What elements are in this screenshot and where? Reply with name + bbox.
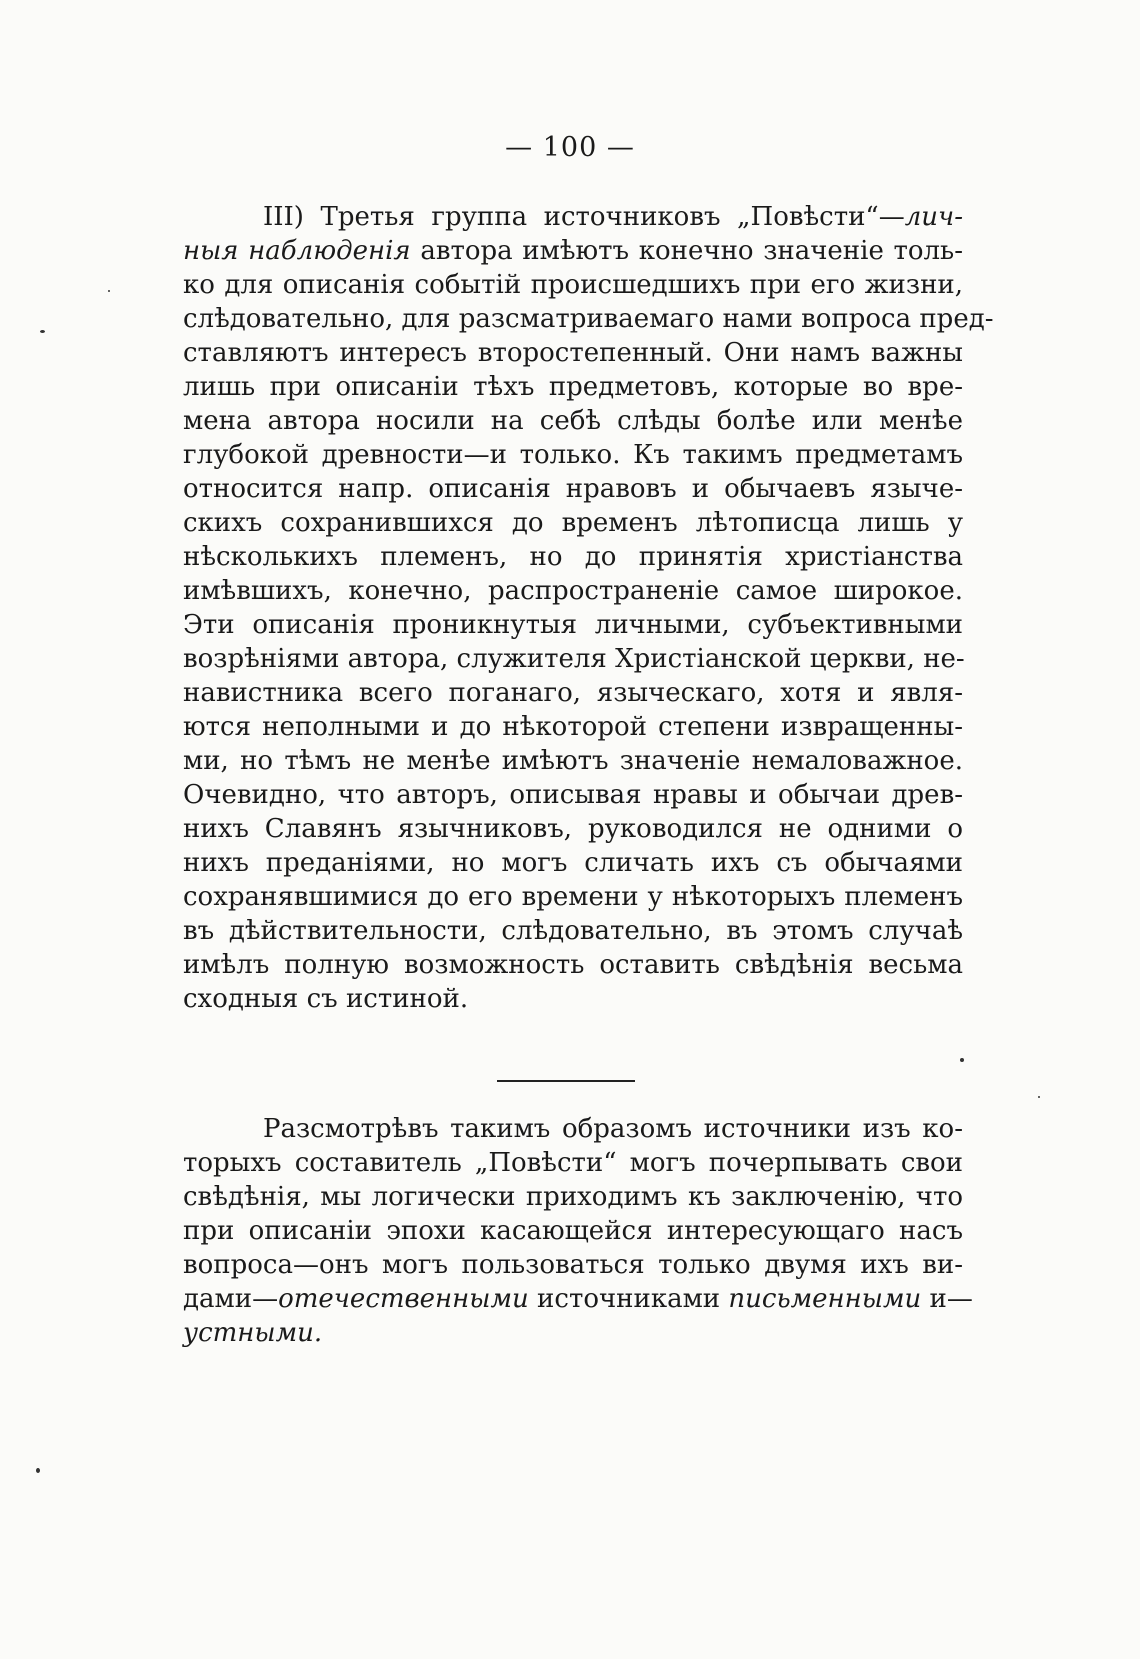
italic-text: ныя наблюденія: [183, 236, 411, 266]
page-number: — 100 —: [505, 132, 635, 163]
text-run: слѣдовательно, для разсматриваемаго нами вопроса пред-: [183, 304, 994, 334]
scan-speck: [108, 290, 110, 292]
text-run: торыхъ составитель „Повѣсти“ могъ почерпывать свои: [183, 1148, 963, 1178]
text-run: лишь при описаніи тѣхъ предметовъ, которые во вре-: [183, 372, 963, 402]
italic-text: письменными: [728, 1284, 922, 1314]
text-line: [183, 540, 963, 574]
text-line: [183, 506, 963, 540]
text-run: сохранявшимися до его времени у нѣкоторыхъ племенъ: [183, 882, 963, 912]
text-line: [183, 846, 963, 880]
text-line: [183, 676, 963, 710]
italic-text: отечественными: [278, 1284, 529, 1314]
text-run: III) Третья группа источниковъ „Повѣсти“—: [263, 202, 905, 232]
text-run: нихъ Славянъ язычниковъ, руководился не одними о: [183, 814, 963, 844]
text-line: [183, 1180, 963, 1214]
text-line: [183, 642, 963, 676]
text-line: [183, 1112, 963, 1146]
text-line: [183, 268, 963, 302]
text-line: [183, 948, 963, 982]
text-line: [183, 982, 963, 1016]
text-run: скихъ сохранившихся до временъ лѣтописца лишь у: [183, 508, 963, 538]
scan-speck: [40, 330, 45, 333]
italic-text: лич-: [904, 202, 963, 232]
text-run: относится напр. описанія нравовъ и обычаевъ языче-: [183, 474, 963, 504]
paragraph-sources-third-group: [183, 200, 994, 1016]
text-run: ко для описанія событій происшедшихъ при его жизни,: [183, 270, 963, 300]
text-line: [183, 370, 963, 404]
text-line: [183, 608, 963, 642]
text-line: [183, 336, 963, 370]
text-run: дами—: [183, 1284, 279, 1314]
text-line: [183, 472, 963, 506]
text-line: [183, 914, 963, 948]
text-run: возрѣніями автора, служителя Христіанской церкви, не-: [183, 644, 965, 674]
text-run: вопроса—онъ могъ пользоваться только двумя ихъ ви-: [183, 1250, 963, 1280]
text-line: [183, 302, 994, 336]
text-line: [183, 812, 963, 846]
text-line: [183, 574, 963, 608]
text-line: [183, 234, 963, 268]
text-run: мена автора носили на себѣ слѣды болѣе или менѣе: [183, 406, 963, 436]
text-run: Очевидно, что авторъ, описывая нравы и обычаи древ-: [183, 780, 963, 810]
text-line: [183, 200, 963, 234]
text-run: ми, но тѣмъ не менѣе имѣютъ значеніе немаловажное.: [183, 746, 963, 776]
text-run: нихъ преданіями, но могъ сличать ихъ съ обычаями: [183, 848, 963, 878]
text-run: въ дѣйствительности, слѣдовательно, въ этомъ случаѣ: [183, 916, 963, 946]
text-line: [183, 710, 963, 744]
text-line: [183, 438, 963, 472]
text-run: Разсмотрѣвъ такимъ образомъ источники изъ ко-: [263, 1114, 963, 1144]
text-run: навистника всего поганаго, языческаго, хотя и явля-: [183, 678, 963, 708]
text-run: имѣлъ полную возможность оставить свѣдѣнія весьма: [183, 950, 963, 980]
text-line: [183, 1316, 963, 1350]
text-line: [183, 1146, 963, 1180]
scan-speck: [36, 1468, 40, 1473]
text-run: глубокой древности—и только. Къ такимъ предметамъ: [183, 440, 963, 470]
text-run: имѣвшихъ, конечно, распространеніе самое широкое.: [183, 576, 963, 606]
text-run: автора имѣютъ конечно значеніе толь-: [410, 236, 964, 266]
italic-text: устными.: [183, 1318, 323, 1348]
text-line: [183, 1248, 963, 1282]
scan-speck: [1038, 1096, 1040, 1098]
text-run: нѣсколькихъ племенъ, но до принятія христіанства: [183, 542, 963, 572]
text-line: [183, 1282, 973, 1316]
text-line: [183, 744, 963, 778]
text-run: источниками: [528, 1284, 729, 1314]
text-run: свѣдѣнія, мы логически приходимъ къ заключенію, что: [183, 1182, 963, 1212]
text-run: Эти описанія проникнутыя личными, субъективными: [183, 610, 963, 640]
text-run: и—: [921, 1284, 973, 1314]
text-run: сходныя съ истиной.: [183, 984, 469, 1014]
text-run: ются неполными и до нѣкоторой степени извращенны-: [183, 712, 963, 742]
text-line: [183, 880, 963, 914]
text-line: [183, 778, 963, 812]
section-divider: [497, 1080, 635, 1082]
text-run: при описаніи эпохи касающейся интересующаго насъ: [183, 1216, 963, 1246]
paragraph-conclusion: [183, 1112, 973, 1350]
text-line: [183, 404, 963, 438]
text-run: ставляютъ интересъ второстепенный. Они намъ важны: [183, 338, 963, 368]
scan-speck: [960, 1058, 964, 1062]
text-line: [183, 1214, 963, 1248]
